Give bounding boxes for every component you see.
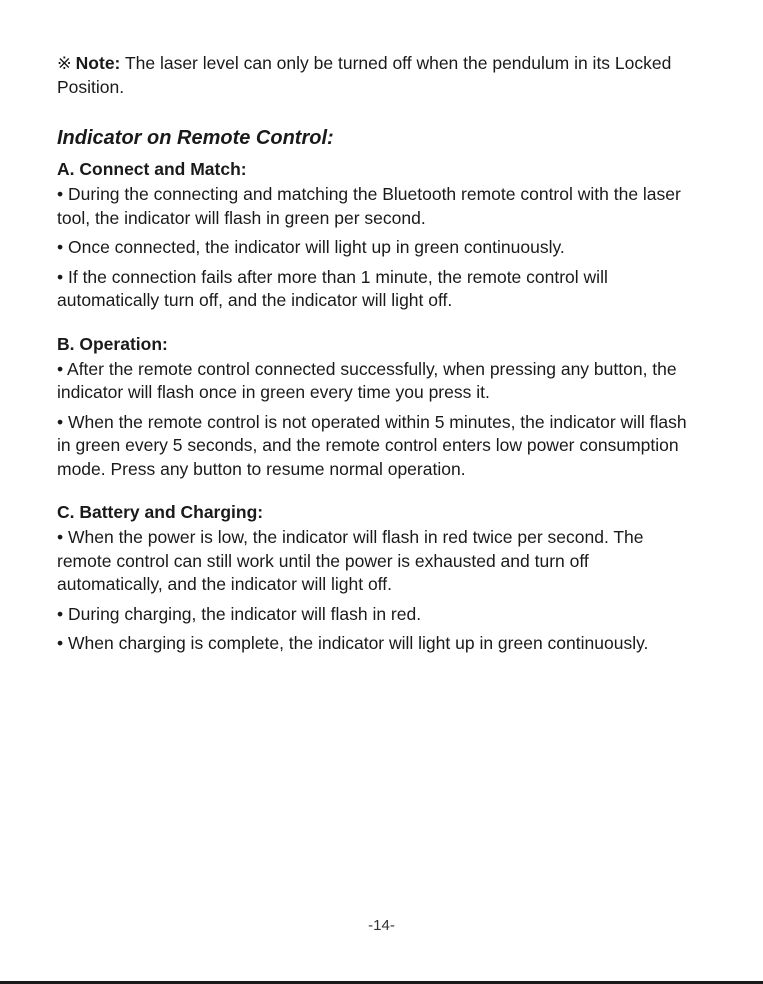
section-title: Indicator on Remote Control: — [57, 127, 334, 149]
bullet-item: • If the connection fails after more than 1 minute, the remote control will automatically turn off, and the indicator will light off. — [57, 266, 608, 310]
bullet-item: • After the remote control connected successfully, when pressing any button, the indicator will flash once in green every time you press it. — [57, 358, 677, 402]
bullet-item: • When the remote control is not operated within 5 minutes, the indicator will flash in green every 5 seconds, and the remote control enters low power consumption mode. Press any button to resume normal operation. — [57, 411, 687, 479]
document-page — [57, 52, 697, 656]
bullet-item: • When charging is complete, the indicator will light up in green continuously. — [57, 633, 649, 653]
note-mark: ※ — [57, 53, 72, 73]
bullet-item: • During the connecting and matching the Bluetooth remote control with the laser tool, the indicator will flash in green per second. — [57, 184, 681, 228]
subheading-operation: B. Operation: — [57, 333, 168, 354]
bullet-item: • Once connected, the indicator will light up in green continuously. — [57, 237, 565, 257]
note-paragraph — [57, 52, 697, 99]
note-text: The laser level can only be turned off when the pendulum in its Locked Position. — [57, 53, 672, 97]
bullet-item: • When the power is low, the indicator will flash in red twice per second. The remote control can still work until the power is exhausted and turn off automatically, and the indicator will light off. — [57, 527, 644, 594]
bullet-item: • During charging, the indicator will flash in red. — [57, 603, 422, 624]
subheading-battery-charging: C. Battery and Charging: — [57, 502, 264, 522]
page-number: -14- — [368, 917, 395, 934]
subheading-connect-match: A. Connect and Match: — [57, 159, 247, 179]
note-label: Note: — [75, 53, 121, 73]
